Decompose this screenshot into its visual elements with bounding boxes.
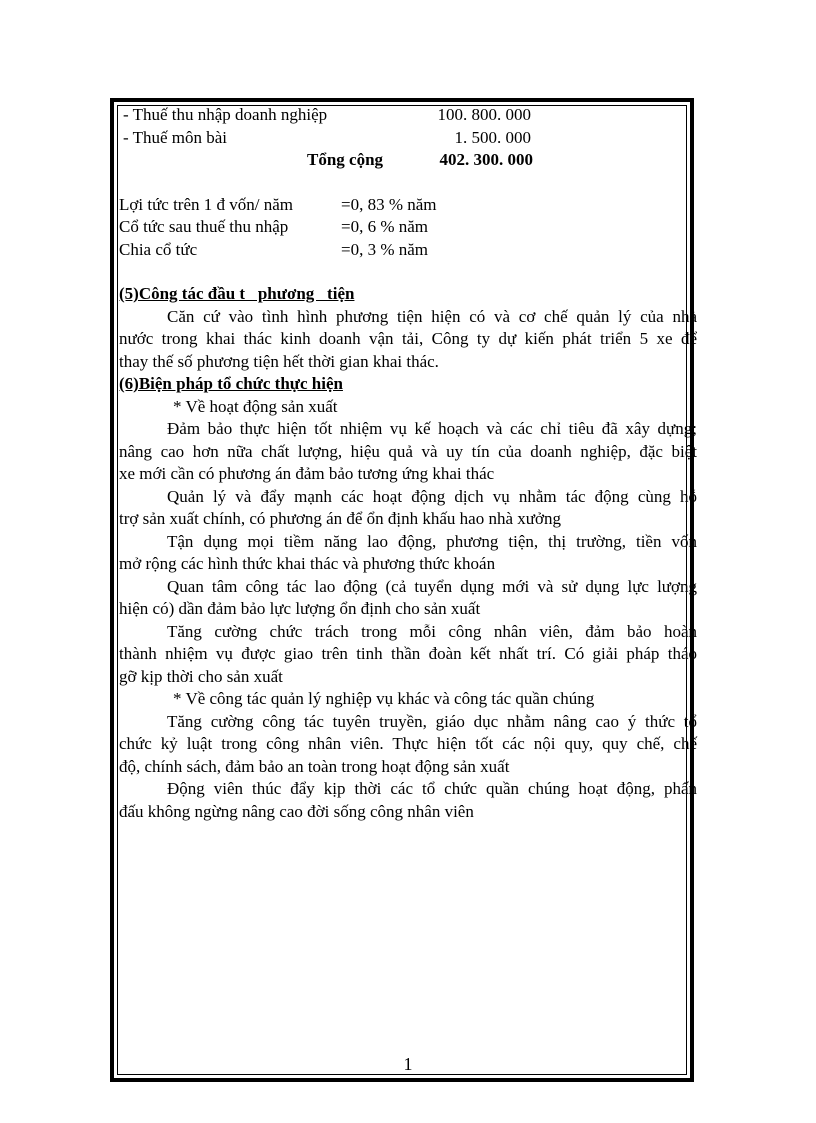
total-label: Tổng cộng	[307, 150, 384, 169]
justified-text: nước trong khai thác kinh doanh vận tải, Công ty dự kiến phát triển 5 xe để	[119, 329, 697, 348]
justified-text: thành nhiệm vụ được giao trên tinh thần đoàn kết nhất trí. Có giải pháp tháo	[119, 644, 697, 663]
paragraph-line: độ, chính sách, đảm bảo an toàn trong hoạt động sản xuất	[119, 756, 510, 776]
total-value: 402. 300. 000	[439, 150, 533, 169]
section-5-line: thay thế số phương tiện hết thời gian khai thác.	[119, 351, 439, 371]
paragraph-line: đấu không ngừng nâng cao đời sống công nhân viên	[119, 801, 474, 821]
tax-value: 1. 500. 000	[454, 127, 531, 147]
section-5-heading: (5)Công tác đầu t phương tiện	[119, 284, 355, 303]
paragraph-line: xe mới cần có phương án đảm bảo tương ứng khai thác	[119, 464, 495, 483]
justified-text: Tận dụng mọi tiềm năng lao động, phương tiện, thị trường, tiền vốn	[167, 531, 697, 551]
tax-label: - Thuế thu nhập doanh nghiệp	[123, 105, 328, 124]
paragraph-line: trợ sản xuất chính, có phương án để ổn định khấu hao nhà xưởng	[119, 509, 561, 528]
tax-label: - Thuế môn bài	[123, 127, 228, 147]
justified-text: chức kỷ luật trong công nhân viên. Thực hiện tốt các nội quy, quy chế, chế	[119, 734, 697, 753]
justified-text: Tăng cường chức trách trong mỗi công nhân viên, đảm bảo hoàn	[167, 621, 697, 641]
page-number: 1	[403, 1054, 413, 1074]
justified-text: Quản lý và đẩy mạnh các hoạt động dịch vụ nhằm tác động cùng hỗ	[167, 486, 697, 506]
ratio-label: Lợi tức trên 1 đ vốn/ năm	[119, 194, 294, 214]
spacer	[119, 172, 697, 194]
tax-row-license	[119, 127, 697, 150]
paragraph-line: gỡ kịp thời cho sản xuất	[119, 666, 283, 686]
paragraph-line	[119, 643, 697, 666]
ratio-label: Chia cổ tức	[119, 239, 198, 259]
paragraph-line	[119, 576, 697, 599]
document-body	[119, 104, 697, 823]
paragraph-line	[119, 531, 697, 554]
ratio-value: =0, 83 % năm	[341, 194, 437, 214]
total-row	[119, 149, 697, 172]
tax-row-income	[119, 104, 697, 127]
ratio-row	[119, 216, 697, 239]
ratio-row	[119, 194, 697, 217]
paragraph-line	[119, 778, 697, 801]
justified-text: nâng cao hơn nữa chất lượng, hiệu quả và uy tín của doanh nghiệp, đặc biệt	[119, 441, 697, 461]
ratio-value: =0, 6 % năm	[341, 217, 429, 236]
ratio-label: Cổ tức sau thuế thu nhập	[119, 217, 289, 236]
paragraph-line	[119, 711, 697, 734]
paragraph-line	[119, 621, 697, 644]
paragraph-line: hiện có) dần đảm bảo lực lượng ổn định cho sản xuất	[119, 599, 481, 618]
paragraph-line: mở rộng các hình thức khai thác và phương thức khoán	[119, 554, 496, 573]
ratio-row	[119, 239, 697, 262]
section-5-line	[119, 328, 697, 351]
bullet-management: * Về công tác quản lý nghiệp vụ khác và công tác quần chúng	[173, 689, 595, 708]
section-6-heading: (6)Biện pháp tổ chức thực hiện	[119, 374, 343, 393]
spacer	[119, 261, 697, 283]
section-5-line	[119, 306, 697, 329]
justified-text: Căn cứ vào tình hình phương tiện hiện có và cơ chế quản lý của nhà	[167, 306, 697, 326]
paragraph-line	[119, 486, 697, 509]
paragraph-line	[119, 441, 697, 464]
justified-text: Động viên thúc đẩy kịp thời các tổ chức quần chúng hoạt động, phấn	[167, 779, 697, 798]
bullet-production: * Về hoạt động sản xuất	[173, 396, 338, 416]
paragraph-line	[119, 418, 697, 441]
tax-value: 100. 800. 000	[437, 105, 531, 124]
justified-text: Quan tâm công tác lao động (cả tuyển dụng mới và sử dụng lực lượng	[167, 576, 697, 596]
justified-text: Tăng cường công tác tuyên truyền, giáo dục nhằm nâng cao ý thức tổ	[167, 711, 697, 731]
paragraph-line	[119, 733, 697, 756]
justified-text: Đảm bảo thực hiện tốt nhiệm vụ kế hoạch và các chỉ tiêu đã xây dựng;	[167, 419, 697, 438]
ratio-value: =0, 3 % năm	[341, 239, 429, 259]
